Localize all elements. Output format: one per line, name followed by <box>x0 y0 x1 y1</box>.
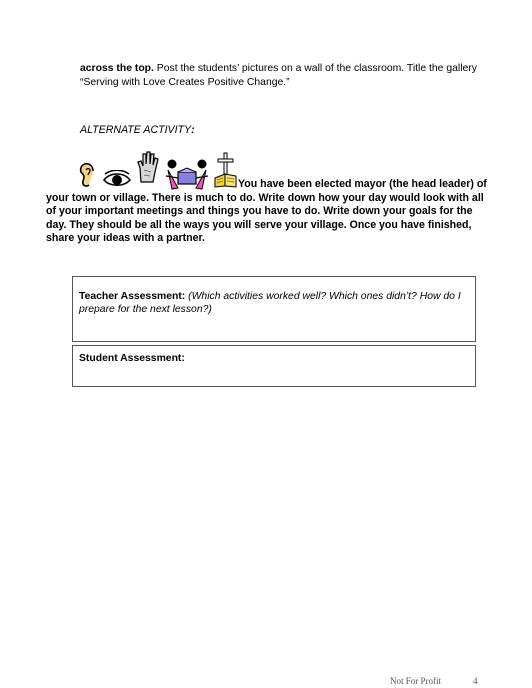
page-number: 4 <box>473 676 478 686</box>
teacher-assessment-label: Teacher Assessment: <box>79 291 186 302</box>
activity-instructions <box>46 178 490 246</box>
gallery-instructions-body: Post the students’ pictures on a wall of the classroom. Title the gallery “Serving with Love Creates Positive Change.” <box>80 63 477 88</box>
teacher-assessment-prompt: (Which activities worked well? Which ones didn’t? How do I prepare for the next lesson?) <box>79 291 461 315</box>
alternate-activity-heading <box>80 124 195 136</box>
activity-line-1: You have been elected mayor (the head leader) of <box>238 178 487 190</box>
gallery-instructions-lead: across the top. <box>80 63 154 74</box>
teacher-assessment-box <box>72 276 476 342</box>
gallery-instructions <box>80 62 490 90</box>
activity-body: your town or village. There is much to do. Write down how your day would look with all of your important meetings and things you have to do. Write down your goals for the day. They should be all the ways you will serve your village. Once you have finished, share your ideas with a partner. <box>46 191 484 244</box>
alternate-activity-colon: : <box>191 124 195 136</box>
footer-text: Not For Profit <box>390 676 442 686</box>
alternate-activity-label: ALTERNATE ACTIVITY <box>80 124 192 136</box>
student-assessment-label: Student Assessment: <box>79 353 185 364</box>
student-assessment-box <box>72 345 476 387</box>
page-footer <box>390 676 478 686</box>
